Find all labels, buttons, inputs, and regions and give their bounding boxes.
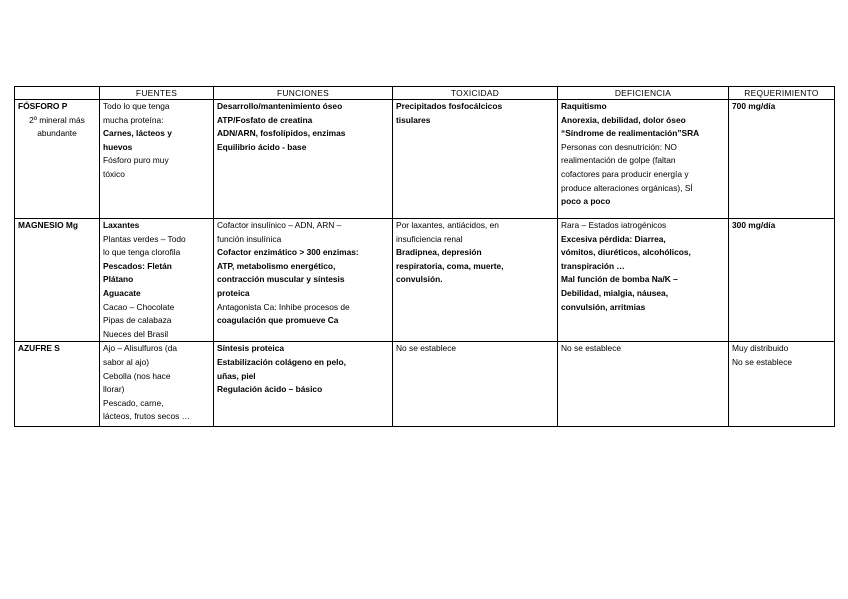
funciones-line: ATP/Fosfato de creatina <box>217 114 313 125</box>
requerimiento-line: 300 mg/día <box>732 220 776 230</box>
funciones-cell <box>214 342 393 427</box>
mineral-cell <box>15 219 100 342</box>
deficiencia-cell <box>558 100 729 219</box>
deficiencia-line: Debilidad, mialgia, náusea, <box>561 287 669 298</box>
deficiencia-line: Mal función de bomba Na/K – <box>561 274 678 285</box>
fuentes-line: huevos <box>103 141 133 152</box>
funciones-cell <box>214 100 393 219</box>
fuentes-cell <box>100 342 214 427</box>
funciones-line: proteica <box>217 287 250 298</box>
funciones-line: Desarrollo/mantenimiento óseo <box>217 101 343 111</box>
toxicidad-line: Bradipnea, depresión <box>396 247 482 258</box>
fuentes-line: Nueces del Brasil <box>103 328 169 339</box>
table-row-azufre <box>15 342 835 427</box>
header-deficiencia: DEFICIENCIA <box>558 87 729 100</box>
fuentes-line: sabor al ajo) <box>103 356 150 367</box>
fuentes-line: Fósforo puro muy <box>103 155 169 166</box>
fuentes-cell <box>100 100 214 219</box>
fuentes-line: Pescados: Fletán <box>103 260 172 271</box>
fuentes-line: Todo lo que tenga <box>103 101 170 111</box>
deficiencia-line: cofactores para producir energía y <box>561 168 689 179</box>
fuentes-line: Ajo – Alisulfuros (da <box>103 343 178 354</box>
header-fuentes: FUENTES <box>100 87 214 100</box>
header-empty <box>15 87 100 100</box>
funciones-line: ADN/ARN, fosfolípidos, enzimas <box>217 128 346 139</box>
funciones-line: uñas, piel <box>217 370 256 381</box>
funciones-line: Síntesis proteica <box>217 343 285 354</box>
deficiencia-line: Anorexia, debilidad, dolor óseo <box>561 114 686 125</box>
fuentes-line: Cacao – Chocolate <box>103 301 175 312</box>
deficiencia-line: transpiración … <box>561 260 625 271</box>
funciones-cell <box>214 219 393 342</box>
fuentes-line: Plátano <box>103 274 134 285</box>
toxicidad-line: Por laxantes, antiácidos, en <box>396 220 499 230</box>
toxicidad-line: convulsión. <box>396 274 443 285</box>
fuentes-line: Pescado, carne, <box>103 397 164 408</box>
funciones-line: función insulínica <box>217 233 282 244</box>
mineral-name: FÓSFORO P <box>18 101 68 111</box>
toxicidad-cell <box>393 342 558 427</box>
deficiencia-line: Personas con desnutrición: NO <box>561 141 677 152</box>
header-row <box>15 87 835 100</box>
table-row-fosforo <box>15 100 835 219</box>
requerimiento-cell <box>729 219 835 342</box>
requerimiento-line: Muy distribuido <box>732 343 789 354</box>
requerimiento-cell <box>729 100 835 219</box>
toxicidad-line: Precipitados fosfocálcicos <box>396 101 503 111</box>
deficiencia-line: Rara – Estados iatrogénicos <box>561 220 667 230</box>
fuentes-cell <box>100 219 214 342</box>
funciones-line: Estabilización colágeno en pelo, <box>217 356 346 367</box>
deficiencia-line: realimentación de golpe (faltan <box>561 155 676 166</box>
funciones-line: Equilibrio ácido - base <box>217 141 307 152</box>
table-row-magnesio <box>15 219 835 342</box>
toxicidad-line: No se establece <box>396 343 457 354</box>
deficiencia-line: Raquitismo <box>561 101 607 111</box>
deficiencia-line: poco a poco <box>561 196 611 207</box>
fuentes-line: tóxico <box>103 168 125 179</box>
fuentes-line: Carnes, lácteos y <box>103 128 172 139</box>
header-funciones: FUNCIONES <box>214 87 393 100</box>
mineral-note-line: 2º mineral más <box>29 114 85 125</box>
requerimiento-line: 700 mg/día <box>732 101 776 111</box>
deficiencia-cell <box>558 342 729 427</box>
funciones-line: coagulación que promueve Ca <box>217 315 339 326</box>
toxicidad-cell <box>393 100 558 219</box>
toxicidad-line: tisulares <box>396 114 431 125</box>
toxicidad-cell <box>393 219 558 342</box>
header-requerimiento: REQUERIMIENTO <box>729 87 835 100</box>
mineral-name: AZUFRE S <box>18 343 60 354</box>
deficiencia-line: produce alteraciones orgánicas), SÍ <box>561 182 693 193</box>
mineral-cell <box>15 342 100 427</box>
deficiencia-cell <box>558 219 729 342</box>
funciones-line: Cofactor enzimático > 300 enzimas: <box>217 247 359 258</box>
fuentes-line: mucha proteína: <box>103 114 164 125</box>
fuentes-line: Plantas verdes – Todo <box>103 233 186 244</box>
mineral-note-line: abundante <box>37 128 77 139</box>
funciones-line: Cofactor insulínico – ADN, ARN – <box>217 220 342 230</box>
fuentes-line: Laxantes <box>103 220 140 230</box>
requerimiento-cell <box>729 342 835 427</box>
toxicidad-line: insuficiencia renal <box>396 233 463 244</box>
requerimiento-line: No se establece <box>732 356 793 367</box>
mineral-name: MAGNESIO Mg <box>18 220 79 230</box>
deficiencia-line: No se establece <box>561 343 622 354</box>
deficiencia-line: Excesiva pérdida: Diarrea, <box>561 233 666 244</box>
funciones-line: contracción muscular y síntesis <box>217 274 345 285</box>
header-toxicidad: TOXICIDAD <box>393 87 558 100</box>
mineral-cell <box>15 100 100 219</box>
fuentes-line: Aguacate <box>103 287 141 298</box>
funciones-line: Antagonista Ca: Inhibe procesos de <box>217 301 350 312</box>
deficiencia-line: “Síndrome de realimentación”SRA <box>561 128 700 139</box>
fuentes-line: llorar) <box>103 384 125 395</box>
deficiencia-line: vómitos, diuréticos, alcohólicos, <box>561 247 691 258</box>
funciones-line: ATP, metabolismo energético, <box>217 260 336 271</box>
fuentes-line: lo que tenga clorofila <box>103 247 181 258</box>
funciones-line: Regulación ácido – básico <box>217 384 323 395</box>
fuentes-line: lácteos, frutos secos … <box>103 411 191 422</box>
toxicidad-line: respiratoria, coma, muerte, <box>396 260 504 271</box>
minerals-table <box>14 86 835 427</box>
fuentes-line: Pipas de calabaza <box>103 315 172 326</box>
deficiencia-line: convulsión, arritmias <box>561 301 646 312</box>
fuentes-line: Cebolla (nos hace <box>103 370 171 381</box>
